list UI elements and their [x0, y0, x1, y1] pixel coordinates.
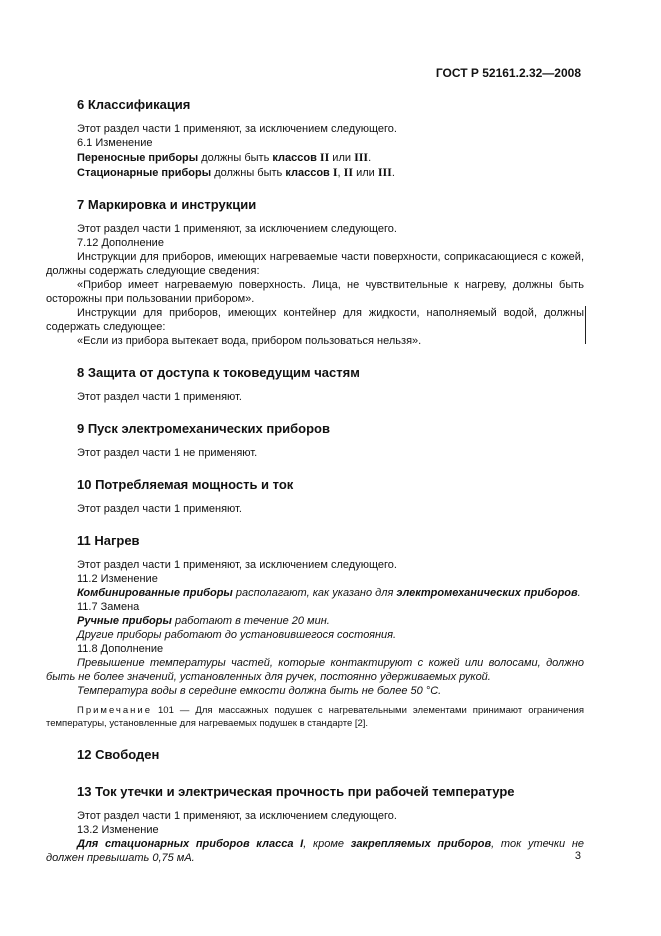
section-11-intro: Этот раздел части 1 применяют, за исключением следующего.	[77, 559, 397, 571]
section-11-excess: Превышение температуры частей, которые контактируют с кожей или волосами, должно быть не более значений, установленных для ручек, постоянно удерживаемых рукой.	[46, 657, 584, 683]
section-7-title: 7 Маркировка и инструкции	[77, 197, 257, 212]
section-6-intro: Этот раздел части 1 применяют, за исключением следующего.	[77, 123, 397, 135]
section-7-instr-1: Инструкции для приборов, имеющих нагреваемые части поверхности, соприкасающиеся с кожей, должны содержать следующие сведения:	[46, 251, 584, 277]
section-9-text: Этот раздел части 1 не применяют.	[77, 447, 258, 459]
section-7-instr-2: Инструкции для приборов, имеющих контейнер для жидкости, наполняемый водой, должны содержать следующее:	[46, 307, 584, 333]
section-13-title: 13 Ток утечки и электрическая прочность при рабочей температуре	[77, 784, 515, 799]
section-6-1-sub: 6.1 Изменение	[77, 137, 153, 149]
section-11-note: Примечание 101 — Для массажных подушек с нагревательными элементами принимают ограничения температуры, установленные для нагреваемых подушек в стандарте [2].	[46, 705, 584, 729]
section-6-stationary: Стационарные приборы должны быть классов I, II или III.	[77, 165, 395, 179]
section-11-7-sub: 11.7 Замена	[77, 601, 140, 613]
section-11-other: Другие приборы работают до установившегося состояния.	[77, 629, 397, 641]
section-6-title: 6 Классификация	[77, 97, 191, 112]
section-11-8-sub: 11.8 Дополнение	[77, 643, 164, 655]
section-11-2-sub: 11.2 Изменение	[77, 573, 158, 585]
change-bar	[585, 306, 586, 344]
section-8-title: 8 Защита от доступа к токоведущим частям	[77, 365, 360, 380]
section-7-intro: Этот раздел части 1 применяют, за исключением следующего.	[77, 223, 397, 235]
section-10-title: 10 Потребляемая мощность и ток	[77, 477, 294, 492]
section-7-quote-2: «Если из прибора вытекает вода, прибором пользоваться нельзя».	[77, 335, 422, 347]
section-11-water-temp: Температура воды в середине емкости должна быть не более 50 °С.	[77, 685, 442, 697]
section-11-title: 11 Нагрев	[77, 533, 140, 548]
section-6-portable: Переносные приборы должны быть классов II или III.	[77, 150, 372, 164]
section-10-text: Этот раздел части 1 применяют.	[77, 503, 242, 515]
section-11-combined: Комбинированные приборы располагают, как указано для электромеханических приборов.	[77, 587, 581, 599]
page-number: 3	[574, 850, 581, 862]
section-11-manual: Ручные приборы работают в течение 20 мин.	[77, 615, 330, 627]
section-7-quote-1: «Прибор имеет нагреваемую поверхность. Лица, не чувствительные к нагреву, должны быть осторожны при пользовании прибором».	[46, 279, 584, 305]
section-7-12-sub: 7.12 Дополнение	[77, 237, 164, 249]
section-8-text: Этот раздел части 1 применяют.	[77, 391, 242, 403]
page-content	[46, 97, 584, 865]
section-13-2-sub: 13.2 Изменение	[77, 824, 159, 836]
section-12-title: 12 Свободен	[77, 747, 160, 762]
section-13-intro: Этот раздел части 1 применяют, за исключением следующего.	[77, 810, 397, 822]
standard-header: ГОСТ Р 52161.2.32—2008	[435, 66, 581, 80]
section-13-leakage: Для стационарных приборов класса I, кроме закрепляемых приборов, ток утечки не должен превышать 0,75 мА.	[46, 838, 584, 864]
section-9-title: 9 Пуск электромеханических приборов	[77, 421, 330, 436]
